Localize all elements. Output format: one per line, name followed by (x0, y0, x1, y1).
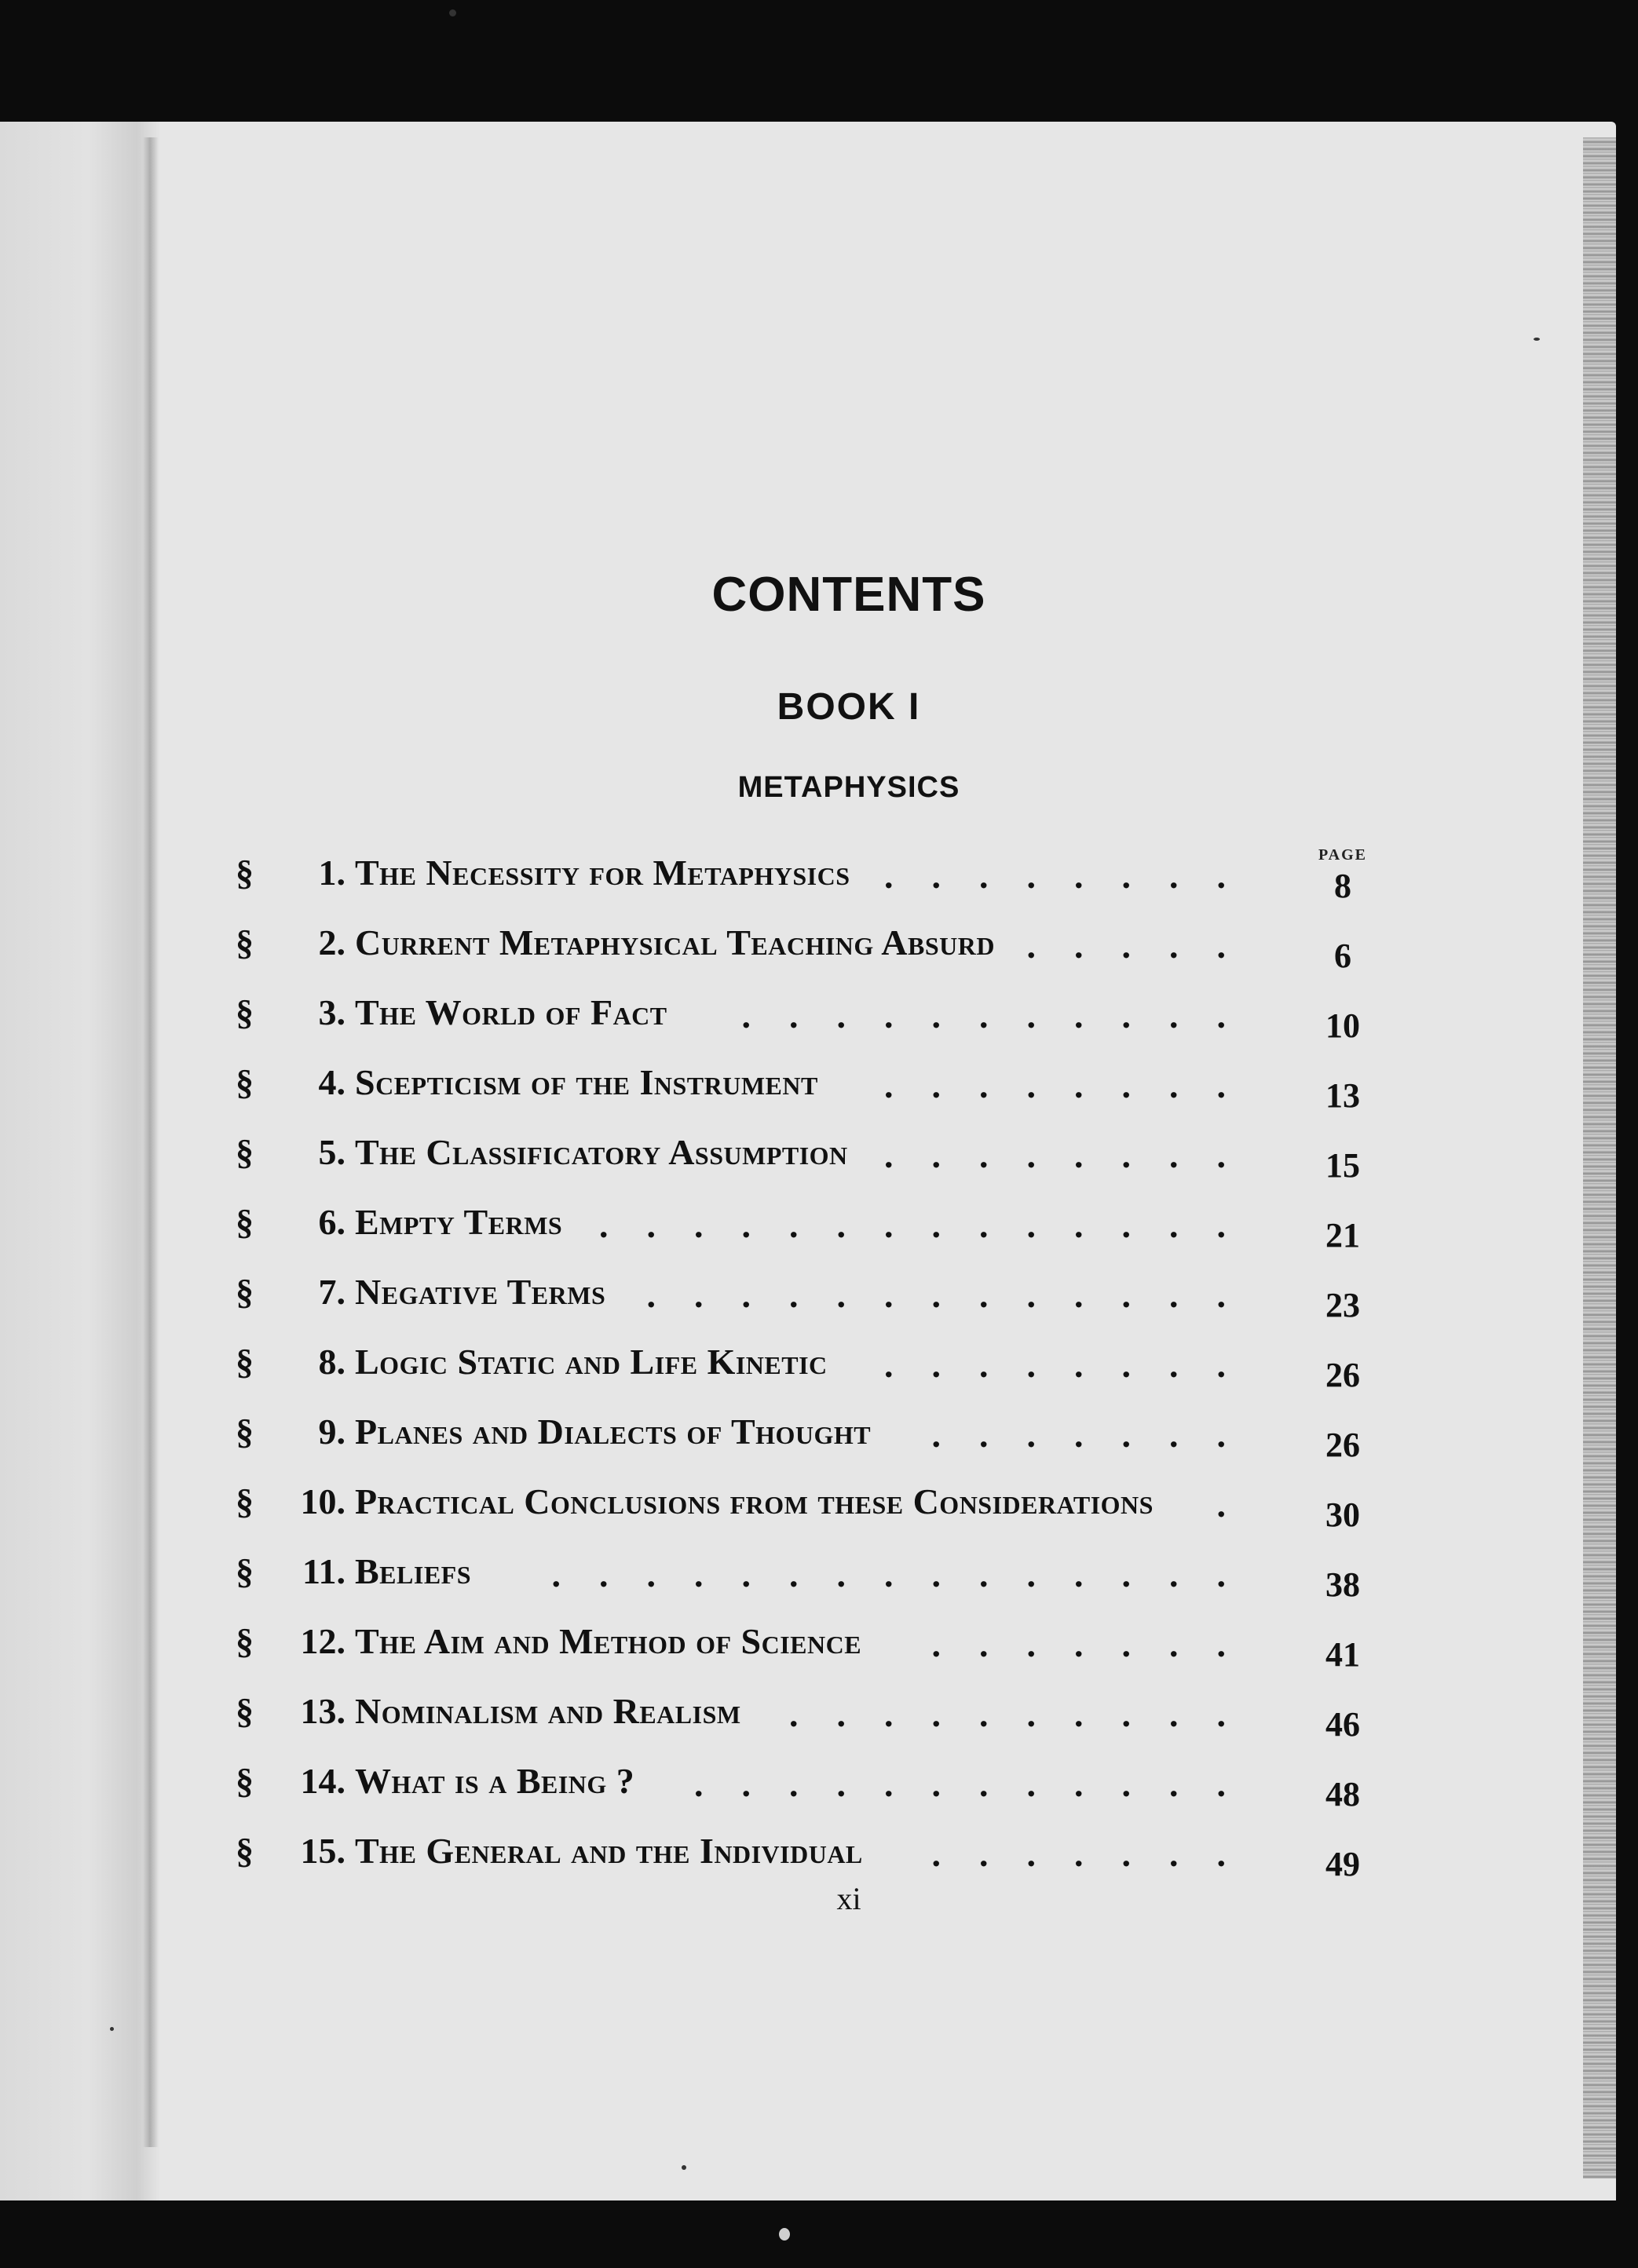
dot-leader: ........ (884, 1065, 1264, 1105)
toc-section-number (236, 1620, 353, 1662)
section-number: 10. (300, 1481, 346, 1521)
toc-title: Logic Static and Life Kinetic (355, 1342, 828, 1382)
toc-entry (236, 852, 1398, 922)
toc-title: The Aim and Method of Science (355, 1621, 862, 1661)
section-sign: § (236, 1691, 254, 1731)
dot-leader: .............. (599, 1205, 1264, 1245)
scan-speck (1534, 338, 1540, 341)
toc-section-number (236, 1481, 353, 1522)
book-subtitle: METAPHYSICS (737, 771, 960, 804)
folio-number: xi (836, 1881, 861, 1916)
toc-entry (236, 1550, 1398, 1620)
toc-entry (236, 1620, 1398, 1690)
toc-page-number: 46 (1325, 1705, 1360, 1744)
section-sign: § (236, 1761, 254, 1801)
dot-leader: ....... (931, 1415, 1264, 1455)
section-number: 5. (318, 1132, 346, 1172)
toc-title: Negative Terms (355, 1272, 606, 1312)
dot-leader: ........ (884, 1135, 1264, 1175)
toc-section-number (236, 1341, 353, 1382)
dot-leader: ........... (741, 995, 1264, 1035)
section-sign: § (236, 1342, 254, 1382)
toc-page-number: 26 (1325, 1356, 1360, 1394)
toc-entry (236, 1201, 1398, 1271)
table-of-contents (236, 852, 1398, 1900)
contents-heading: CONTENTS (711, 568, 986, 622)
toc-section-number (236, 1271, 353, 1313)
toc-entry (236, 1481, 1398, 1550)
section-number: 2. (318, 922, 346, 962)
toc-entry (236, 1271, 1398, 1341)
toc-entry (236, 1061, 1398, 1131)
dot-leader: ............ (694, 1764, 1264, 1804)
dot-leader: ............. (646, 1275, 1264, 1315)
toc-title: The General and the Individual (355, 1831, 863, 1871)
scan-speck (682, 2165, 686, 2170)
toc-title: Practical Conclusions from these Considerations (355, 1481, 1154, 1521)
section-number: 3. (318, 992, 346, 1032)
page-fore-edge (1583, 137, 1616, 2179)
toc-entry (236, 1341, 1398, 1411)
section-number: 6. (318, 1202, 346, 1242)
toc-entry (236, 992, 1398, 1061)
section-sign: § (236, 1062, 254, 1102)
toc-title: Scepticism of the Instrument (355, 1062, 818, 1102)
toc-section-number (236, 1550, 353, 1592)
section-sign: § (236, 922, 254, 962)
dot-leader: ..... (1026, 926, 1264, 966)
section-sign: § (236, 1132, 254, 1172)
dot-leader: ............... (551, 1554, 1264, 1594)
toc-page-number: 30 (1325, 1496, 1360, 1534)
section-sign: § (236, 1202, 254, 1242)
toc-section-number (236, 1201, 353, 1243)
toc-title: The World of Fact (355, 992, 667, 1032)
toc-section-number (236, 992, 353, 1033)
toc-section-number (236, 922, 353, 963)
toc-title: Planes and Dialects of Thought (355, 1412, 872, 1452)
toc-title: Current Metaphysical Teaching Absurd (355, 922, 995, 962)
section-sign: § (236, 1272, 254, 1312)
dot-leader: .......... (789, 1694, 1264, 1734)
toc-section-number (236, 852, 353, 893)
section-sign: § (236, 1621, 254, 1661)
scan-speck (449, 9, 456, 16)
book-heading: BOOK I (777, 686, 921, 728)
section-sign: § (236, 1551, 254, 1591)
section-number: 8. (318, 1342, 346, 1382)
toc-entry (236, 1411, 1398, 1481)
toc-page-number: 49 (1325, 1845, 1360, 1883)
section-number: 14. (300, 1761, 346, 1801)
section-sign: § (236, 1412, 254, 1452)
toc-title: What is a Being ? (355, 1761, 635, 1801)
section-sign: § (236, 1481, 254, 1521)
section-sign: § (236, 992, 254, 1032)
toc-page-number: 15 (1325, 1146, 1360, 1185)
toc-section-number (236, 1830, 353, 1872)
section-sign: § (236, 853, 254, 893)
toc-section-number (236, 1760, 353, 1802)
toc-title: Nominalism and Realism (355, 1691, 741, 1731)
toc-entry (236, 1131, 1398, 1201)
toc-title: The Necessity for Metaphysics (355, 853, 850, 893)
section-number: 9. (318, 1412, 346, 1452)
toc-entry (236, 1690, 1398, 1760)
dot-leader: ........ (884, 856, 1264, 896)
toc-title: The Classificatory Assumption (355, 1132, 848, 1172)
toc-page-number: 41 (1325, 1635, 1360, 1674)
toc-page-number: 8 (1334, 867, 1351, 905)
toc-page-number: 21 (1325, 1216, 1360, 1255)
toc-entry (236, 922, 1398, 992)
dot-leader: . (1216, 1485, 1264, 1525)
toc-title: Beliefs (355, 1551, 472, 1591)
toc-section-number (236, 1061, 353, 1103)
section-number: 11. (302, 1551, 346, 1591)
toc-page-number: 38 (1325, 1565, 1360, 1604)
toc-entry (236, 1760, 1398, 1830)
toc-section-number (236, 1690, 353, 1732)
toc-title: Empty Terms (355, 1202, 563, 1242)
dot-leader: ....... (931, 1834, 1264, 1874)
section-number: 15. (300, 1831, 346, 1871)
toc-page-number: 6 (1334, 937, 1351, 975)
dot-leader: ........ (884, 1345, 1264, 1385)
toc-page-number: 10 (1325, 1006, 1360, 1045)
toc-page-number: 26 (1325, 1426, 1360, 1464)
toc-page-number: 23 (1325, 1286, 1360, 1324)
toc-page-number: 48 (1325, 1775, 1360, 1813)
scan-speck (779, 2228, 790, 2241)
section-sign: § (236, 1831, 254, 1871)
section-number: 4. (318, 1062, 346, 1102)
gutter-line (143, 137, 159, 2147)
toc-section-number (236, 1131, 353, 1173)
page-column-label: PAGE (1318, 846, 1368, 864)
dot-leader: ....... (931, 1624, 1264, 1664)
toc-section-number (236, 1411, 353, 1452)
section-number: 13. (300, 1691, 346, 1731)
toc-page-number: 13 (1325, 1076, 1360, 1115)
section-number: 1. (318, 853, 346, 893)
scan-speck (110, 2027, 114, 2031)
section-number: 12. (300, 1621, 346, 1661)
section-number: 7. (318, 1272, 346, 1312)
